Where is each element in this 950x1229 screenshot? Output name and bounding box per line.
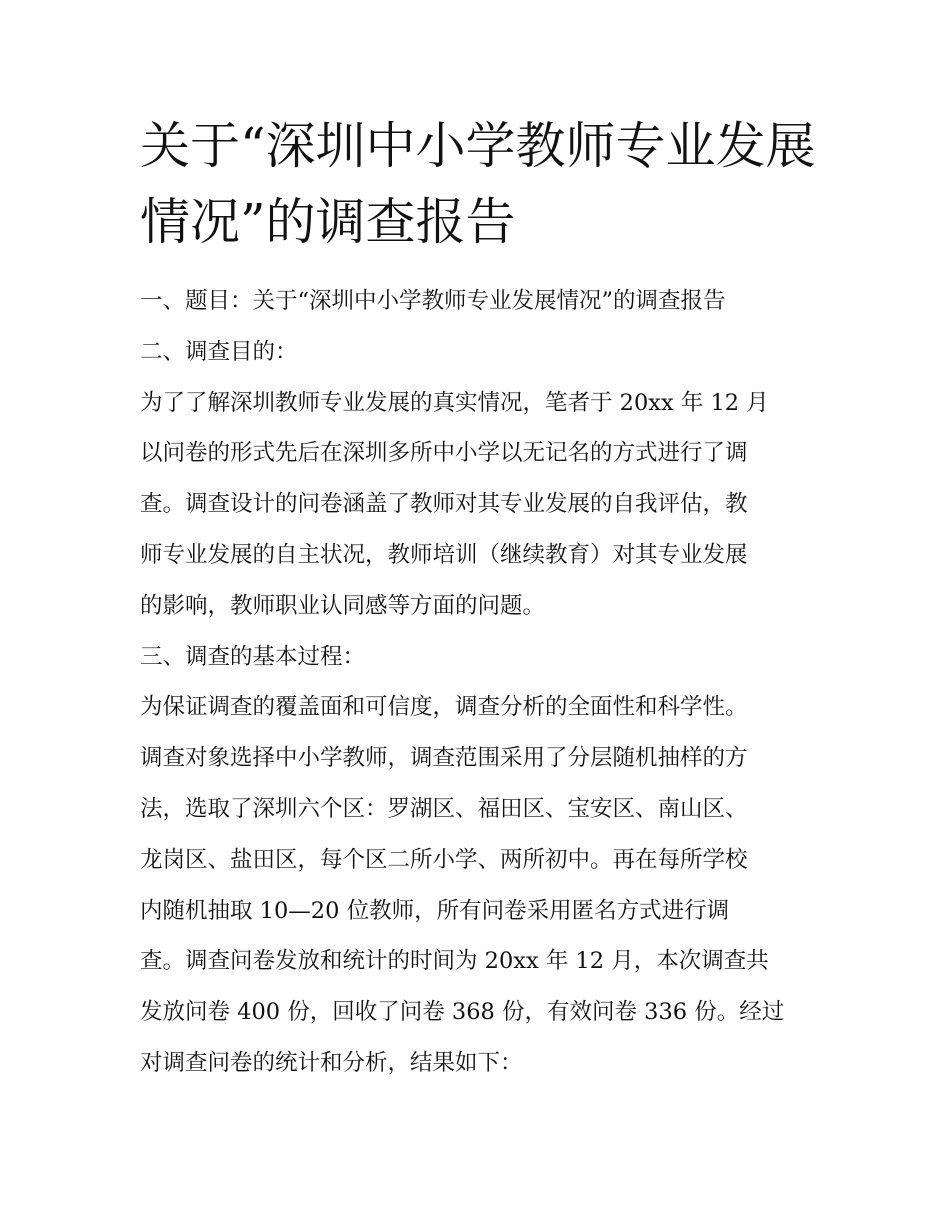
paragraph-line: 发放问卷 400 份，回收了问卷 368 份，有效问卷 336 份。经过 [140, 999, 785, 1026]
document-body [140, 276, 830, 1089]
paragraph-line: 内随机抽取 10—20 位教师，所有问卷采用匿名方式进行调 [140, 897, 730, 924]
paragraph-line: 为保证调查的覆盖面和可信度，调查分析的全面性和科学性。 [140, 694, 748, 721]
paragraph-line: 以问卷的形式先后在深圳多所中小学以无记名的方式进行了调 [140, 440, 748, 467]
heading-process: 三、调查的基本过程： [140, 643, 366, 670]
paragraph-line: 查。调查设计的问卷涵盖了教师对其专业发展的自我评估，教 [140, 491, 748, 518]
paragraph-line: 为了了解深圳教师专业发展的真实情况，笔者于 20xx 年 12 月 [140, 389, 769, 416]
paragraph-line: 对调查问卷的统计和分析，结果如下： [140, 1049, 523, 1076]
paragraph-line: 调查对象选择中小学教师，调查范围采用了分层随机抽样的方 [140, 745, 748, 772]
paragraph-line: 法，选取了深圳六个区：罗湖区、福田区、宝安区、南山区、 [140, 795, 748, 822]
paragraph-line: 师专业发展的自主状况，教师培训（继续教育）对其专业发展 [140, 541, 748, 568]
heading-topic: 一、题目：关于“深圳中小学教师专业发展情况”的调查报告 [140, 288, 726, 314]
paragraph-line: 龙岗区、盐田区，每个区二所小学、两所初中。再在每所学校 [140, 846, 748, 873]
document-title [140, 108, 840, 260]
title-line-2: 情况”的调查报告 [140, 193, 516, 251]
heading-purpose: 二、调查目的： [140, 338, 298, 365]
paragraph-line: 的影响，教师职业认同感等方面的问题。 [140, 592, 546, 619]
paragraph-line: 查。调查问卷发放和统计的时间为 20xx 年 12 月，本次调查共 [140, 948, 769, 975]
title-line-1: 关于“深圳中小学教师专业发展 [140, 117, 816, 175]
